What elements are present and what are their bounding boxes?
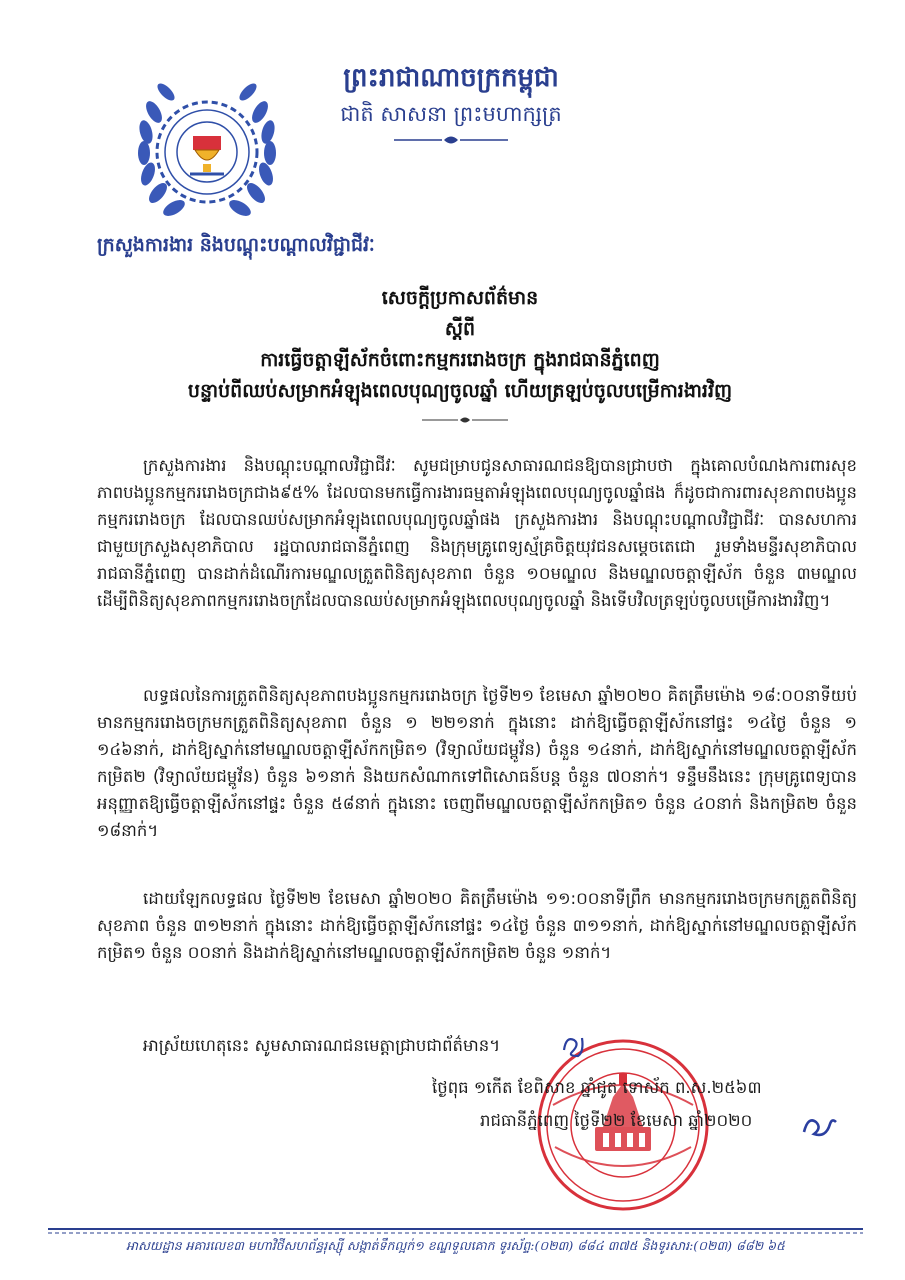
footer-divider-icon <box>48 1226 863 1236</box>
solar-date: រាជធានីភ្នំពេញ ថ្ងៃទី២២ ខែមេសា ឆ្នាំ២០២០ <box>480 1111 753 1130</box>
national-motto: ជាតិ សាសនា ព្រះមហាក្សត្រ <box>340 102 562 126</box>
laurel-right-icon <box>227 81 277 220</box>
kingdom-heading: ព្រះរាជាណាចក្រកម្ពុជា <box>343 63 559 93</box>
announcement-title: សេចក្តីប្រកាសព័ត៌មាន <box>381 287 539 309</box>
ministry-name: ក្រសួងការងារ និងបណ្តុះបណ្តាលវិជ្ជាជីវៈ <box>97 234 375 256</box>
body-paragraph-4: អាស្រ័យហេតុនេះ សូមសាធារណជនមេត្តាជ្រាបជាព័ត៌មាន។ <box>143 1036 501 1055</box>
announcement-title-block <box>60 283 860 407</box>
body-paragraph-3: ដោយឡែកលទ្ធផល ថ្ងៃទី២២ ខែមេសា ឆ្នាំ២០២០ គិតត្រឹមម៉ោង ១១:០០នាទីព្រឹក មានកម្មកររោងចក្រមកត្រួតពិនិត្យសុខភាព ចំនួន ៣១២នាក់ ក្នុងនោះ ដាក់ឱ្យធ្វើចត្តាឡីស័កនៅផ្ទះ ១៤ថ្ងៃ ចំនួន ៣១១នាក់, ដាក់ឱ្យស្នាក់នៅមណ្ឌលចត្តាឡីស័កកម្រិត១ ចំនួន ០០នាក់ និងដាក់ឱ្យស្នាក់នៅមណ្ឌលចត្តាឡីស័កកម្រិត២ ចំនួន ១នាក់។ <box>97 889 857 962</box>
announcement-subject-line1: ការធ្វើចត្តាឡីស័កចំពោះកម្មកររោងចក្រ ក្នុងរាជធានីភ្នំពេញ <box>260 349 660 371</box>
body-paragraph-1: ក្រសួងការងារ និងបណ្តុះបណ្តាលវិជ្ជាជីវៈ សូមជម្រាបជូនសាធារណជនឱ្យបានជ្រាបថា ក្នុងគោលបំណងការពារសុខភាពបងប្អូនកម្មកររោងចក្រជាង៩៥% ដែលបានមកធ្វើការងារធម្មតាអំឡុងពេលបុណ្យចូលឆ្នាំផង ក៏ដូចជាការពារសុខភាពបងប្អូនកម្មកររោងចក្រ ដែលបានឈប់សម្រាកអំឡុងពេលបុណ្យចូលឆ្នាំផង ក្រសួងការងារ និងបណ្តុះបណ្តាលវិជ្ជាជីវៈ បានសហការជាមួយក្រសួងសុខាភិបាល រដ្ឋបាលរាជធានីភ្នំពេញ និងក្រុមគ្រូពេទ្យស្ម័គ្រចិត្តយុវជនសម្តេចតេជោ រួមទាំងមន្ទីរសុខាភិបាលរាជធានីភ្នំពេញ បានដាក់ដំណើរការមណ្ឌលត្រួតពិនិត្យសុខភាព ចំនួន ១០មណ្ឌល និងមណ្ឌលចត្តាឡីស័ក ចំនួន ៣មណ្ឌល ដើម្បីពិនិត្យសុខភាពកម្មកររោងចក្រដែលបានឈប់សម្រាកអំឡុងពេលបុណ្យចូលឆ្នាំ និងទើបវិលត្រឡប់ចូលបម្រើការងារវិញ។ <box>97 456 857 610</box>
signature-mark-icon <box>800 1110 840 1142</box>
laurel-left-icon <box>137 81 187 220</box>
title-divider-icon <box>420 415 510 425</box>
ministry-logo <box>132 52 282 234</box>
announcement-subject-line2: បន្ទាប់ពីឈប់សម្រាកអំឡុងពេលបុណ្យចូលឆ្នាំ ហើយត្រឡប់ចូលបម្រើការងារវិញ <box>187 380 733 402</box>
ornament-divider-icon <box>392 133 510 147</box>
announcement-about: ស្តីពី <box>444 318 476 340</box>
lunar-date: ថ្ងៃពុធ ១កើត ខែពិសាខ ឆ្នាំជូត ទោស័ក ព.ស.២៥៦៣ <box>432 1078 762 1097</box>
body-paragraph-2: លទ្ធផលនៃការត្រួតពិនិត្យសុខភាពបងប្អូនកម្មកររោងចក្រ ថ្ងៃទី២១ ខែមេសា ឆ្នាំ២០២០ គិតត្រឹមម៉ោង ១៨:០០នាទីយប់ មានកម្មកររោងចក្រមកត្រួតពិនិត្យសុខភាព ចំនួន ១ ២២១នាក់ ក្នុងនោះ ដាក់ឱ្យធ្វើចត្តាឡីស័កនៅផ្ទះ ១៤ថ្ងៃ ចំនួន ១ ១៤៦នាក់, ដាក់ឱ្យស្នាក់នៅមណ្ឌលចត្តាឡីស័កកម្រិត១ (វិទ្យាល័យជម្ពូវ័ន) ចំនួន ១៤នាក់, ដាក់ឱ្យស្នាក់នៅមណ្ឌលចត្តាឡីស័កកម្រិត២ (វិទ្យាល័យជម្ពូវ័ន) ចំនួន ៦១នាក់ និងយកសំណាកទៅពិសោធន៍បន្ត ចំនួន ៧០នាក់។ ទន្ទឹមនឹងនេះ ក្រុមគ្រូពេទ្យបានអនុញ្ញាតឱ្យធ្វើចត្តាឡីស័កនៅផ្ទះ ចំនួន ៥៨នាក់ ក្នុងនោះ ចេញពីមណ្ឌលចត្តាឡីស័កកម្រិត១ ចំនួន ៤០នាក់ និងកម្រិត២ ចំនួន ១៨នាក់។ <box>97 686 857 840</box>
initial-mark-icon <box>560 1030 588 1060</box>
footer-address: អាសយដ្ឋាន អគារលេខ៣ មហាវិថីសហព័ន្ធរុស្ស៊ី សង្កាត់ទឹកល្អក់១ ខណ្ឌទួលគោក ទូរស័ព្ទ:(០២៣) ៨៨៤ ៣៧៥ និងទូរសារ:(០២៣) ៨៨២ ៦៥ <box>126 1238 785 1253</box>
